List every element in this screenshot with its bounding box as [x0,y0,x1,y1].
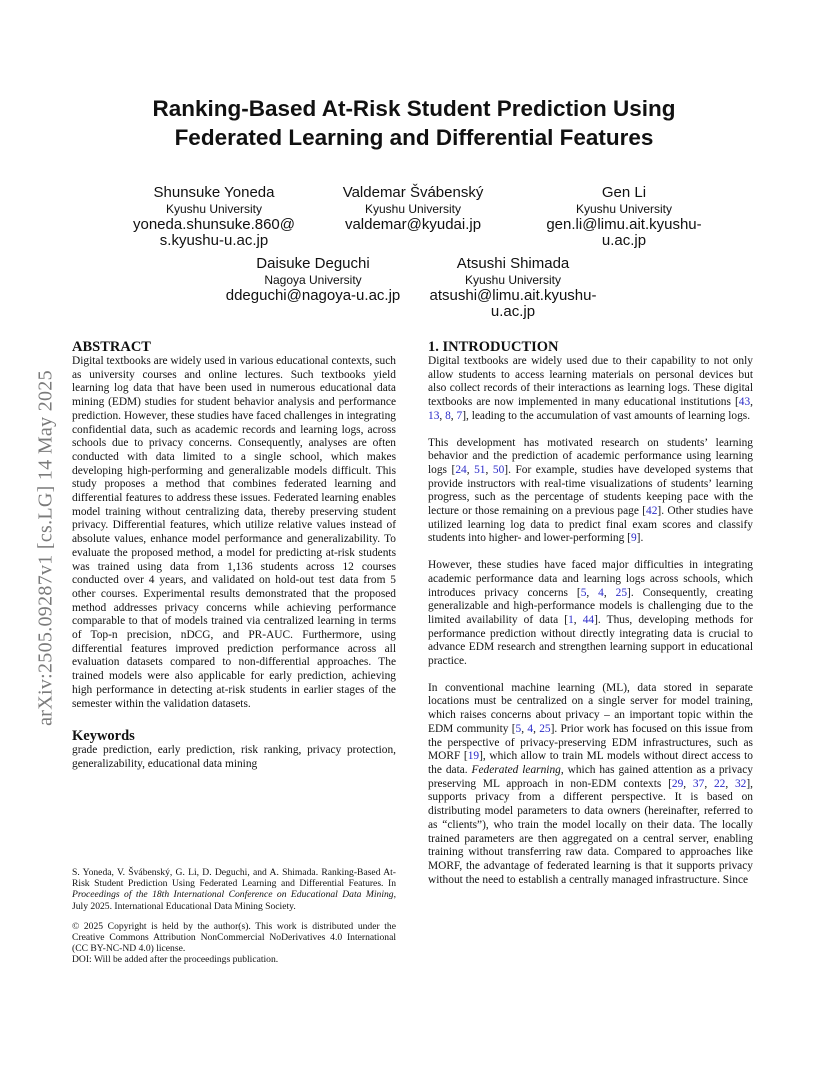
author-email[interactable]: atsushi@limu.ait.kyushu- [429,287,597,304]
author-email[interactable]: gen.li@limu.ait.kyushu- [546,216,702,233]
citation-link[interactable]: 5 [515,722,522,735]
federated-learning-term: Federated learning [471,763,561,776]
intro-paragraph: Digital textbooks are widely used due to their capability to not only allow students to access learning materials on personal devices but also collect records of their interactions as learning logs. These digital textbooks are now implemented in many educational institutions [43, 13, 8, 7], leading to the accumulation of vast amounts of learning logs. [428,355,753,422]
abstract-heading: ABSTRACT [72,339,151,355]
paper-title [80,94,748,152]
citation-link[interactable]: 4 [598,586,604,599]
citation-link[interactable]: 9 [630,532,637,545]
author-name: Gen Li [601,184,647,201]
citation-link[interactable]: 44 [582,613,595,626]
citation-link[interactable]: 13 [428,409,440,422]
citation-link[interactable]: 29 [671,777,684,790]
author-affiliation: Kyushu University [165,202,263,216]
citation-link[interactable]: 1 [568,613,574,626]
intro-paragraph: In conventional machine learning (ML), data stored in separate locations must be centralized on a single server for model training, which raises concerns about privacy – an important topic within the EDM community [5, 4, 25]. Prior work has focused on this issue from the perspective of privacy-preserving EDM infrastructures, such as MORF [19], which allow to train ML models without direct access to the data. Federated learning, which has gained attention as a privacy preserving ML approach in non-EDM contexts [29, 37, 22, 32], supports privacy from a different perspective. It is based on distributing model parameters to data owners (hereinafter, referred to as “clients”), who train the model locally on their data. The locally trained parameters are then aggregated on a central server, enabling training without transferring raw data. Compared to approaches like MORF, the advantage of federated learning is that it supports privacy without the need to establish a centrally managed infrastructure. Since [428,681,753,886]
citation-link[interactable]: 7 [456,409,463,422]
author-affiliation: Nagoya University [264,273,362,287]
intro-paragraph: This development has motivated research on students’ learning behavior and the prediction of academic performance using learning logs [24, 51, 50]. For example, studies have developed systems that provide instructors with real-time visualizations of students’ learning progress, such as the percentage of students keeping pace with the lecture or those remaining on a previous page [42]. Other studies have utilized learning log data to predict final exam scores and classify students into higher- and lower-performing [9]. [428,436,754,545]
citation-link[interactable]: 19 [467,750,480,763]
citation-link[interactable]: 37 [692,777,705,790]
author-name: Atsushi Shimada [456,255,570,272]
author-block [213,256,413,304]
citation-link[interactable]: 50 [492,463,505,476]
author-email[interactable]: ddeguchi@nagoya-u.ac.jp [225,287,401,304]
citation-link[interactable]: 25 [615,586,628,599]
author-email[interactable]: u.ac.jp [601,232,647,249]
author-block [413,256,613,320]
footnote [72,867,396,966]
citation-link[interactable]: 32 [734,777,747,790]
copyright-note: © 2025 Copyright is held by the author(s). This work is distributed under the Creative Commons Attribution NonCommercial NoDerivatives 4.0 International (CC BY-NC-ND 4.0) license. [72,920,396,955]
keywords-text: grade prediction, early prediction, risk ranking, privacy protection, generalizability, educational data mining [72,744,396,770]
citation-link[interactable]: 24 [455,463,467,476]
doi-note: DOI: Will be added after the proceedings publication. [72,954,279,966]
citation-note: S. Yoneda, V. Švábenský, G. Li, D. Deguchi, and A. Shimada. Ranking-Based At-Risk Student Prediction Using Federated Learning and Differential Features. In Proceedings of the 18th International Conference on Educational Data Mining, July 2025. International Educational Data Mining Society. [72,867,396,912]
author-affiliation: Kyushu University [575,202,673,216]
author-name: Daisuke Deguchi [256,255,370,272]
intro-paragraph: However, these studies have faced major difficulties in integrating academic performance data and learning logs across schools, which introduces privacy concerns [5, 4, 25]. Consequently, creating generalizable and high-performance models is challenging due to the limited availability of data [1, 44]. Thus, developing methods for performance prediction without directly integrating data is crucial to advance EDM research and strengthen learning support in educational practice. [428,559,754,668]
citation-link[interactable]: 43 [738,396,751,409]
citation-link[interactable]: 4 [527,722,534,735]
citation-link[interactable]: 5 [580,586,587,599]
author-affiliation: Kyushu University [364,202,462,216]
title-line: Ranking-Based At-Risk Student Prediction Using [152,96,676,121]
author-name: Valdemar Švábenský [342,184,484,201]
author-block [524,185,724,249]
right-column [428,339,753,887]
author-name: Shunsuke Yoneda [153,184,275,201]
arxiv-identifier: arXiv:2505.09287v1 [cs.LG] 14 May 2025 [34,370,57,726]
title-line: Federated Learning and Differential Features [174,125,654,150]
left-column [72,339,396,772]
keywords-heading: Keywords [72,728,135,745]
citation-link[interactable]: 8 [445,409,451,422]
citation-link[interactable]: 51 [474,463,486,476]
abstract-text: Digital textbooks are widely used in various educational contexts, such as university courses and online lectures. Such textbooks yield learning log data that have been used in numerous educational data mining (EDM) studies for student behavior analysis and performance prediction. However, these studies have faced challenges in integrating confidential data, such as academic records and learning logs, across schools due to privacy concerns. Consequently, analyses are often conducted with data limited to a single school, which makes developing high-performing and generalizable models difficult. This study proposes a method that combines federated learning and differential features to address these issues. Federated learning enables model training without centralizing data, thereby preserving student privacy. Differential features, which utilize relative values instead of absolute values, enhance model performance and generalizability. To evaluate the proposed method, a model for predicting at-risk students was trained using data from 1,136 students across 12 courses conducted over 4 years, and validated on hold-out test data from 5 other courses. Experimental results demonstrated that the proposed method addresses privacy concerns while achieving performance comparable to that of models trained via centralized learning in terms of Top-n precision, nDCG, and PR-AUC. Furthermore, using differential features improved prediction performance across all evaluation datasets compared to non-differential approaches. The trained models were also applicable for early prediction, achieving high performance in detecting at-risk students in earlier stages of the semester within the validation datasets. [72,355,396,710]
author-email[interactable]: s.kyushu-u.ac.jp [159,232,269,249]
author-email[interactable]: yoneda.shunsuke.860@ [132,216,295,233]
author-email[interactable]: u.ac.jp [490,303,536,320]
citation-link[interactable]: 42 [646,505,658,518]
introduction-heading: 1. INTRODUCTION [428,339,559,355]
citation-link[interactable]: 22 [713,777,726,790]
author-affiliation: Kyushu University [464,273,562,287]
author-block [114,185,314,249]
citation-link[interactable]: 25 [539,722,551,735]
author-email[interactable]: valdemar@kyudai.jp [344,216,482,233]
author-block [313,185,513,233]
